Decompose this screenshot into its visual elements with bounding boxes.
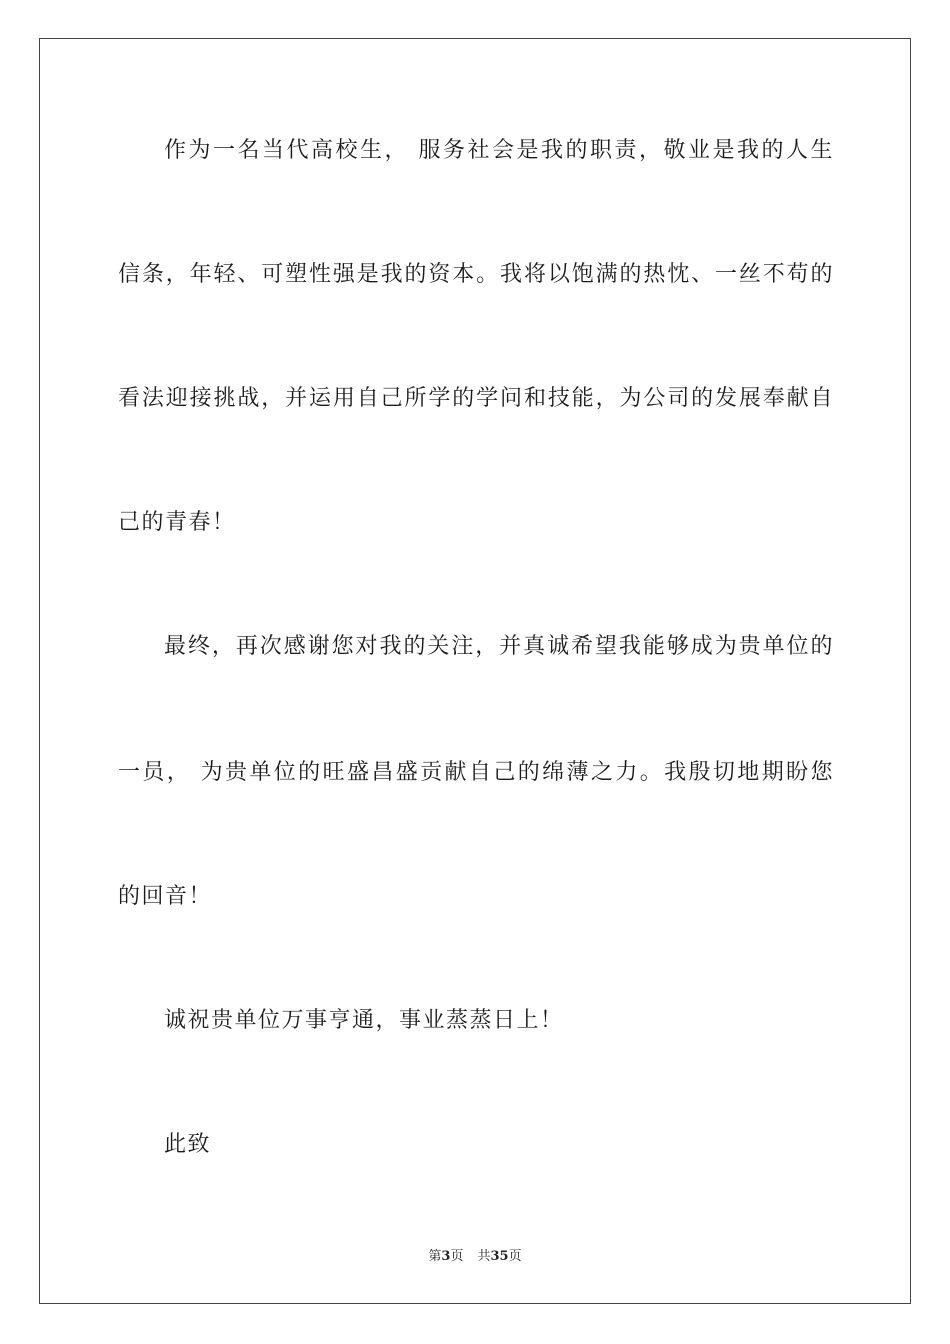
- page-current-number: 3: [441, 1249, 451, 1264]
- closing-salutation: 此致: [164, 1132, 212, 1157]
- paragraph-2-line-1: 最终，再次感谢您对我的关注，并真诚希望我能够成为贵单位的: [164, 634, 834, 659]
- page-border: [39, 38, 911, 1304]
- paragraph-1-line-4: 己的青春！: [118, 510, 236, 535]
- paragraph-3: 诚祝贵单位万事亨通，事业蒸蒸日上！: [164, 1008, 564, 1033]
- paragraph-1-line-3: 看法迎接挑战，并运用自己所学的学问和技能，为公司的发展奉献自: [118, 386, 834, 411]
- total-prefix: 共: [477, 1249, 491, 1264]
- total-suffix: 页: [508, 1249, 522, 1264]
- page-footer: [0, 1248, 950, 1266]
- paragraph-2-line-3: 的回音！: [118, 884, 213, 909]
- page-prefix: 第: [428, 1249, 442, 1264]
- paragraph-1-line-2: 信条，年轻、可塑性强是我的资本。我将以饱满的热忱、一丝不苟的: [118, 262, 834, 287]
- page-total-number: 35: [490, 1249, 509, 1264]
- paragraph-2-line-2: 一员， 为贵单位的旺盛昌盛贡献自己的绵薄之力。我殷切地期盼您: [118, 760, 834, 785]
- paragraph-1-line-1: 作为一名当代高校生， 服务社会是我的职责，敬业是我的人生: [164, 138, 834, 163]
- page-suffix: 页: [450, 1249, 464, 1264]
